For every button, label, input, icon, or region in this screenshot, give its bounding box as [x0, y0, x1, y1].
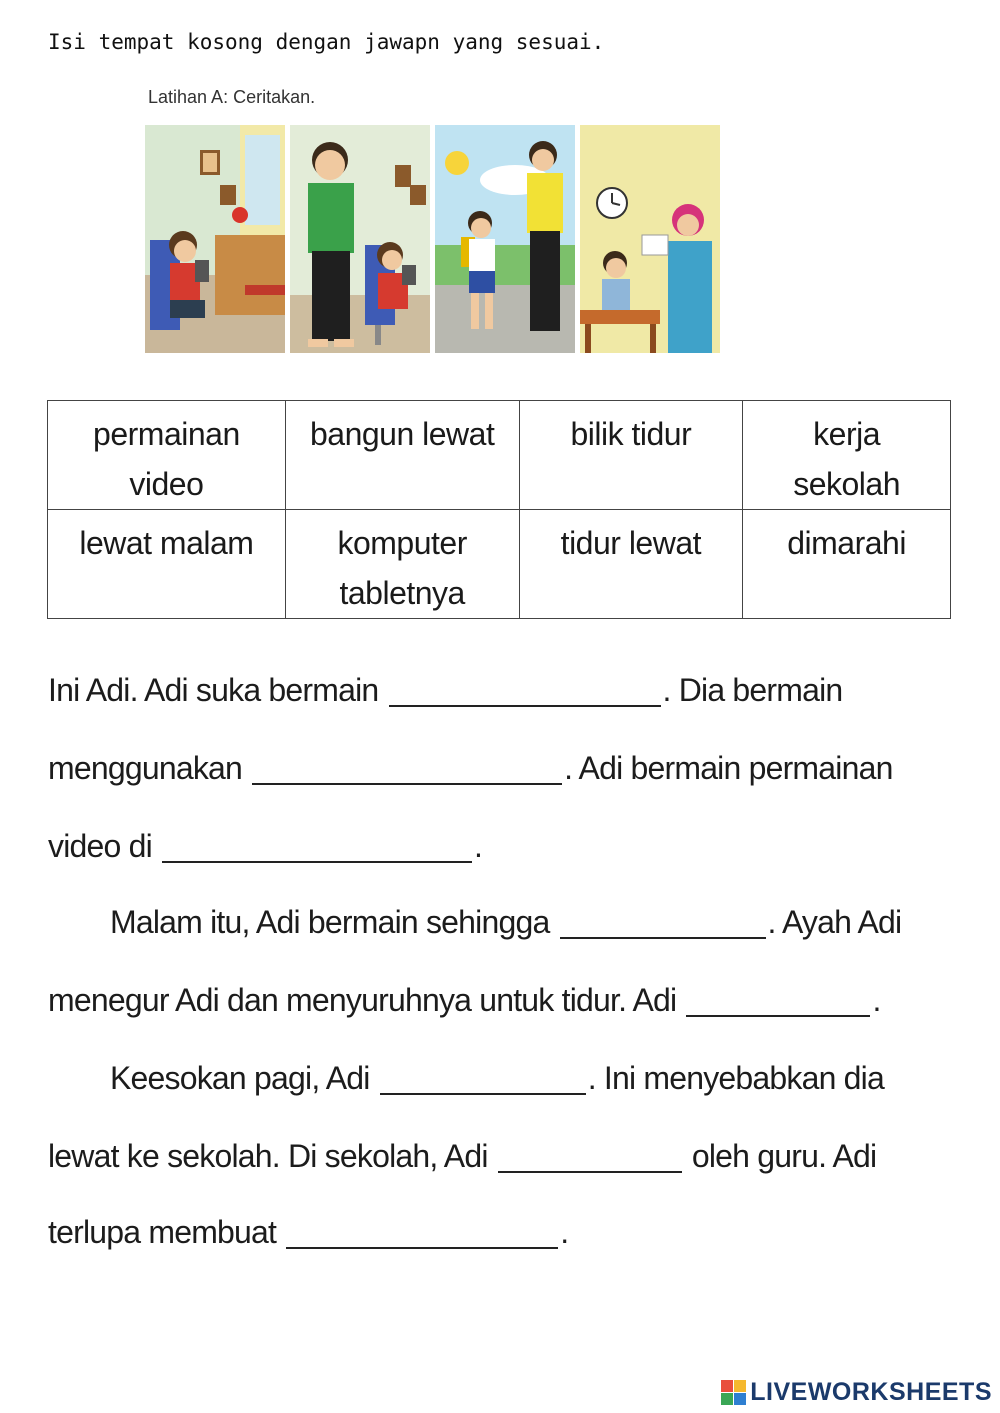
passage-text: . Adi bermain permainan — [564, 750, 893, 786]
walk-to-school-picture — [435, 125, 575, 353]
passage-line-2 — [48, 738, 893, 798]
word-text: lewat malam — [79, 525, 254, 561]
passage-text: video di — [48, 828, 152, 864]
father-and-boy-picture — [290, 125, 430, 353]
word-text: tidur lewat — [560, 525, 702, 561]
word-text: bangun lewat — [309, 416, 495, 452]
passage-line-8 — [48, 1202, 568, 1262]
passage-text: . — [560, 1214, 569, 1250]
instruction-text: Isi tempat kosong dengan jawapn yang sesuai. — [48, 30, 605, 54]
answer-blank-4[interactable] — [560, 899, 766, 939]
passage-text: . Dia bermain — [662, 672, 843, 708]
boy-playing-tablet-picture — [145, 125, 285, 353]
picture-panel-1 — [145, 125, 285, 353]
picture-panel-4 — [580, 125, 720, 353]
answer-blank-2[interactable] — [252, 745, 562, 785]
word-text: bilik tidur — [570, 416, 692, 452]
passage-text: . — [474, 828, 483, 864]
word-cell — [48, 510, 286, 619]
passage-text: . — [872, 982, 881, 1018]
table-row — [48, 401, 951, 510]
liveworksheets-logo[interactable] — [721, 1378, 992, 1407]
exercise-title: Latihan A: Ceritakan. — [148, 87, 316, 107]
passage-text: lewat ke sekolah. Di sekolah, Adi — [48, 1138, 488, 1174]
logo-text: LIVEWORKSHEETS — [750, 1378, 992, 1406]
answer-blank-7[interactable] — [498, 1133, 682, 1173]
passage-line-7 — [48, 1126, 876, 1186]
word-cell — [285, 401, 519, 510]
word-cell — [285, 510, 519, 619]
word-text: video — [129, 466, 204, 502]
answer-blank-6[interactable] — [380, 1055, 586, 1095]
picture-panel-3 — [435, 125, 575, 353]
passage-line-6 — [110, 1048, 884, 1108]
passage-line-1 — [48, 660, 842, 720]
answer-blank-1[interactable] — [389, 667, 661, 707]
passage-text: . Ayah Adi — [767, 904, 902, 940]
passage-text: Malam itu, Adi bermain sehingga — [110, 904, 550, 940]
word-cell — [519, 510, 743, 619]
answer-blank-5[interactable] — [686, 977, 870, 1017]
table-row — [48, 510, 951, 619]
answer-blank-8[interactable] — [286, 1209, 558, 1249]
picture-panel-2 — [290, 125, 430, 353]
passage-text: . Ini menyebabkan dia — [587, 1060, 884, 1096]
word-bank-table — [47, 400, 951, 619]
passage-text: Ini Adi. Adi suka bermain — [48, 672, 379, 708]
word-text: komputer — [337, 525, 467, 561]
answer-blank-3[interactable] — [162, 823, 472, 863]
passage-text: oleh guru. Adi — [691, 1138, 877, 1174]
passage-line-4 — [110, 892, 901, 952]
liveworksheets-logo-icon — [721, 1380, 746, 1405]
passage-text: Keesokan pagi, Adi — [110, 1060, 370, 1096]
passage-text: menggunakan — [48, 750, 243, 786]
passage-line-5 — [48, 970, 881, 1030]
passage-text: terlupa membuat — [48, 1214, 277, 1250]
word-text: dimarahi — [787, 525, 906, 561]
word-cell — [743, 510, 951, 619]
word-cell — [743, 401, 951, 510]
passage-line-3 — [48, 816, 482, 876]
word-text: sekolah — [793, 466, 900, 502]
word-cell — [519, 401, 743, 510]
teacher-scolding-picture — [580, 125, 720, 353]
story-picture-strip — [145, 125, 720, 353]
word-cell — [48, 401, 286, 510]
word-text: permainan — [93, 416, 240, 452]
word-text: kerja — [813, 416, 881, 452]
word-text: tabletnya — [339, 575, 465, 611]
passage-text: menegur Adi dan menyuruhnya untuk tidur. Adi — [48, 982, 677, 1018]
